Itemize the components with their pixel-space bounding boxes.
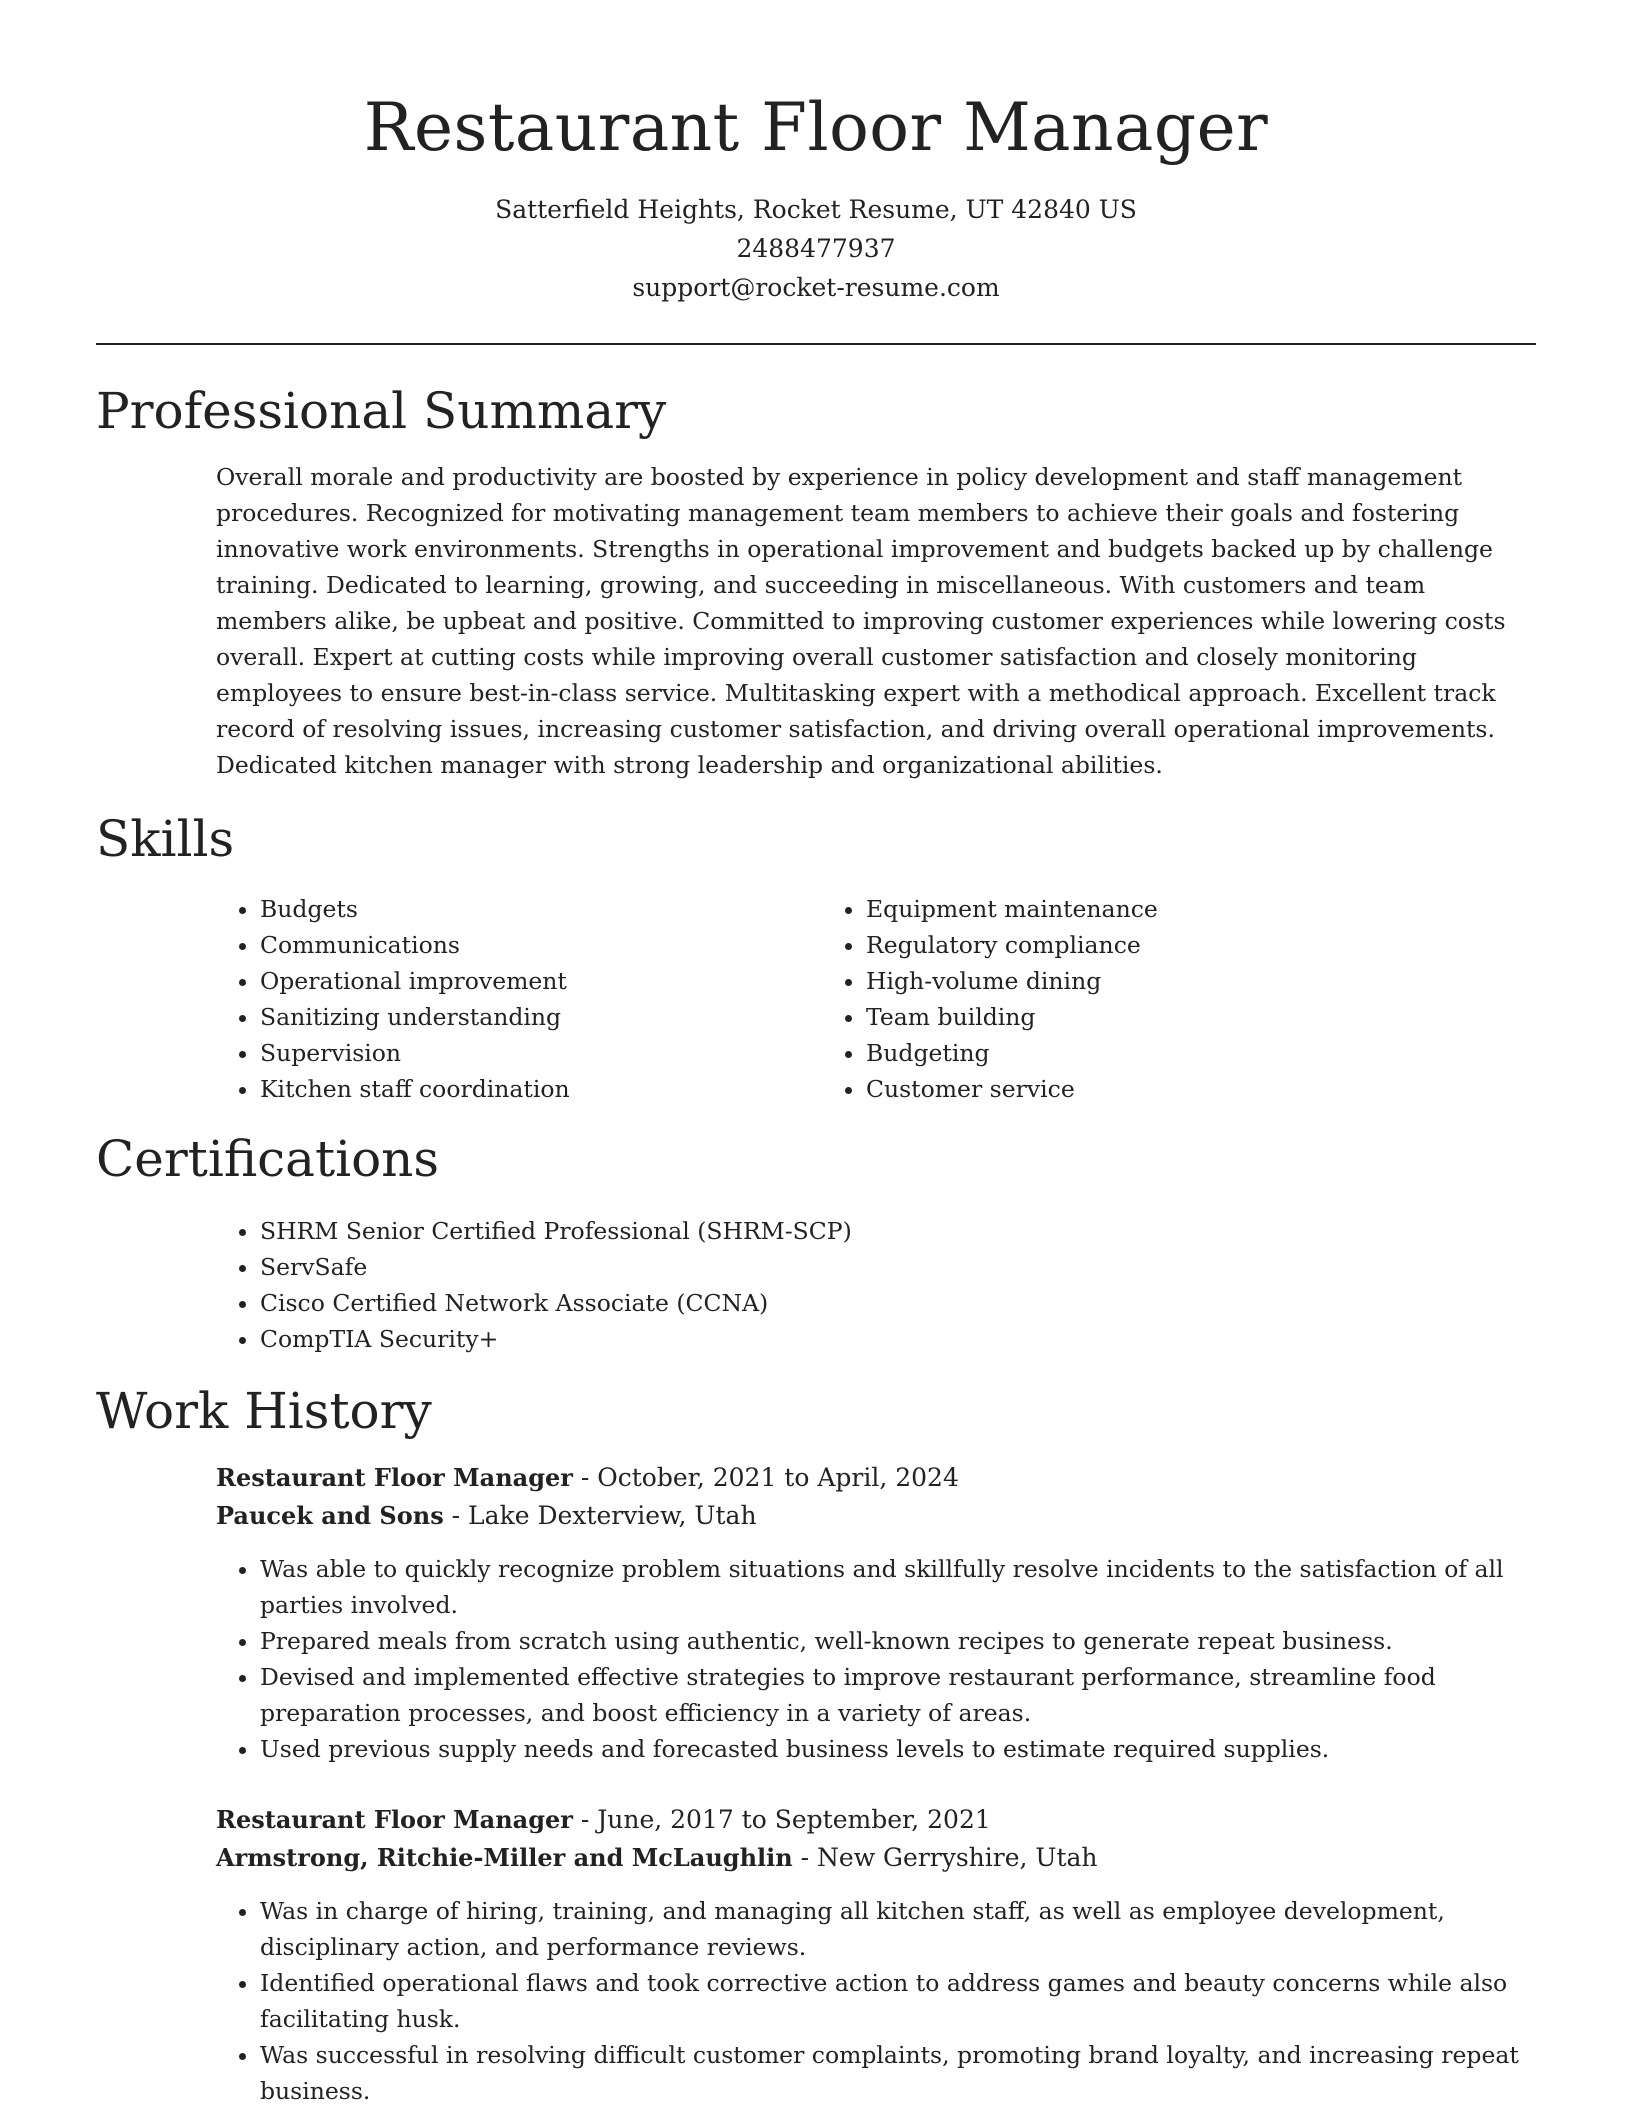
job-duty-item: • Used previous supply needs and forecasted business levels to estimate required supplies. [260, 1731, 1536, 1767]
section-certifications [96, 1129, 1536, 1357]
skill-item: • Equipment maintenance [866, 891, 1428, 927]
job-dates: - June, 2017 to September, 2021 [572, 1805, 991, 1834]
job-company-line [216, 1839, 1536, 1877]
resume-page [96, 0, 1536, 2109]
job-location: - Lake Dexterview, Utah [443, 1501, 757, 1530]
section-skills [96, 809, 1536, 1107]
skills-column-right [822, 891, 1428, 1107]
summary-paragraph: Overall morale and productivity are boosted by experience in policy development and staff management procedures. Recognized for motivating management team members to achieve their goals and fostering innovative work environments. Strengths in operational improvement and budgets backed up by challenge training. Dedicated to learning, growing, and succeeding in miscellaneous. With customers and team members alike, be upbeat and positive. Committed to improving customer experiences while lowering costs overall. Expert at cutting costs while improving overall customer satisfaction and closely monitoring employees to ensure best-in-class service. Multitasking expert with a methodical approach. Excellent track record of resolving issues, increasing customer satisfaction, and driving overall operational improvements. Dedicated kitchen manager with strong leadership and organizational abilities. [216, 463, 1506, 779]
section-heading-skills: Skills [96, 810, 235, 868]
job-location: - New Gerryshire, Utah [792, 1843, 1098, 1872]
job-title-line [216, 1459, 1536, 1497]
section-professional-summary [96, 381, 1536, 783]
job-duty-item: • Was successful in resolving difficult customer complaints, promoting brand loyalty, and increasing repeat business. [260, 2037, 1536, 2109]
job-dates: - October, 2021 to April, 2024 [572, 1463, 959, 1492]
skill-item: • Kitchen staff coordination [260, 1071, 822, 1107]
contact-phone: 2488477937 [736, 234, 896, 263]
skill-item: • Customer service [866, 1071, 1428, 1107]
skill-item: • Team building [866, 999, 1428, 1035]
certification-item: • ServSafe [260, 1249, 1536, 1285]
job-entry [216, 1801, 1536, 2109]
job-company: Armstrong, Ritchie-Miller and McLaughlin [216, 1843, 793, 1872]
certification-item: • SHRM Senior Certified Professional (SHRM-SCP) [260, 1213, 1536, 1249]
skills-grid [216, 891, 1536, 1107]
job-title: Restaurant Floor Manager [216, 1463, 573, 1492]
skill-item: • High-volume dining [866, 963, 1428, 999]
job-title: Restaurant Floor Manager [216, 1805, 573, 1834]
certifications-list [216, 1213, 1536, 1357]
section-work-history [96, 1381, 1536, 2109]
job-title-line [216, 1801, 1536, 1839]
section-heading-certifications: Certifications [96, 1130, 440, 1188]
section-heading-work-history: Work History [96, 1382, 432, 1440]
header-divider [96, 343, 1536, 345]
skill-item: • Budgets [260, 891, 822, 927]
job-duties-list [216, 1551, 1536, 1767]
resume-title: Restaurant Floor Manager [363, 89, 1269, 166]
job-company-line [216, 1497, 1536, 1535]
contact-info [96, 190, 1536, 307]
job-duty-item: • Was able to quickly recognize problem situations and skillfully resolve incidents to the satisfaction of all parties involved. [260, 1551, 1536, 1623]
skill-item: • Operational improvement [260, 963, 822, 999]
job-duty-item: • Prepared meals from scratch using authentic, well-known recipes to generate repeat business. [260, 1623, 1536, 1659]
certification-item: • Cisco Certified Network Associate (CCNA) [260, 1285, 1536, 1321]
skills-column-left [216, 891, 822, 1107]
contact-email: support@rocket-resume.com [632, 273, 1000, 302]
job-duties-list [216, 1893, 1536, 2109]
resume-header [96, 0, 1536, 345]
job-entry [216, 1459, 1536, 1767]
skill-item: • Regulatory compliance [866, 927, 1428, 963]
job-company: Paucek and Sons [216, 1501, 444, 1530]
section-heading-summary: Professional Summary [96, 382, 667, 440]
skill-item: • Sanitizing understanding [260, 999, 822, 1035]
skill-item: • Budgeting [866, 1035, 1428, 1071]
skill-item: • Communications [260, 927, 822, 963]
contact-address: Satterfield Heights, Rocket Resume, UT 42840 US [495, 195, 1137, 224]
job-duty-item: • Devised and implemented effective strategies to improve restaurant performance, streamline food preparation processes, and boost efficiency in a variety of areas. [260, 1659, 1536, 1731]
skill-item: • Supervision [260, 1035, 822, 1071]
job-duty-item: • Identified operational flaws and took corrective action to address games and beauty concerns while also facilitating husk. [260, 1965, 1536, 2037]
job-duty-item: • Was in charge of hiring, training, and managing all kitchen staff, as well as employee development, disciplinary action, and performance reviews. [260, 1893, 1536, 1965]
certification-item: • CompTIA Security+ [260, 1321, 1536, 1357]
